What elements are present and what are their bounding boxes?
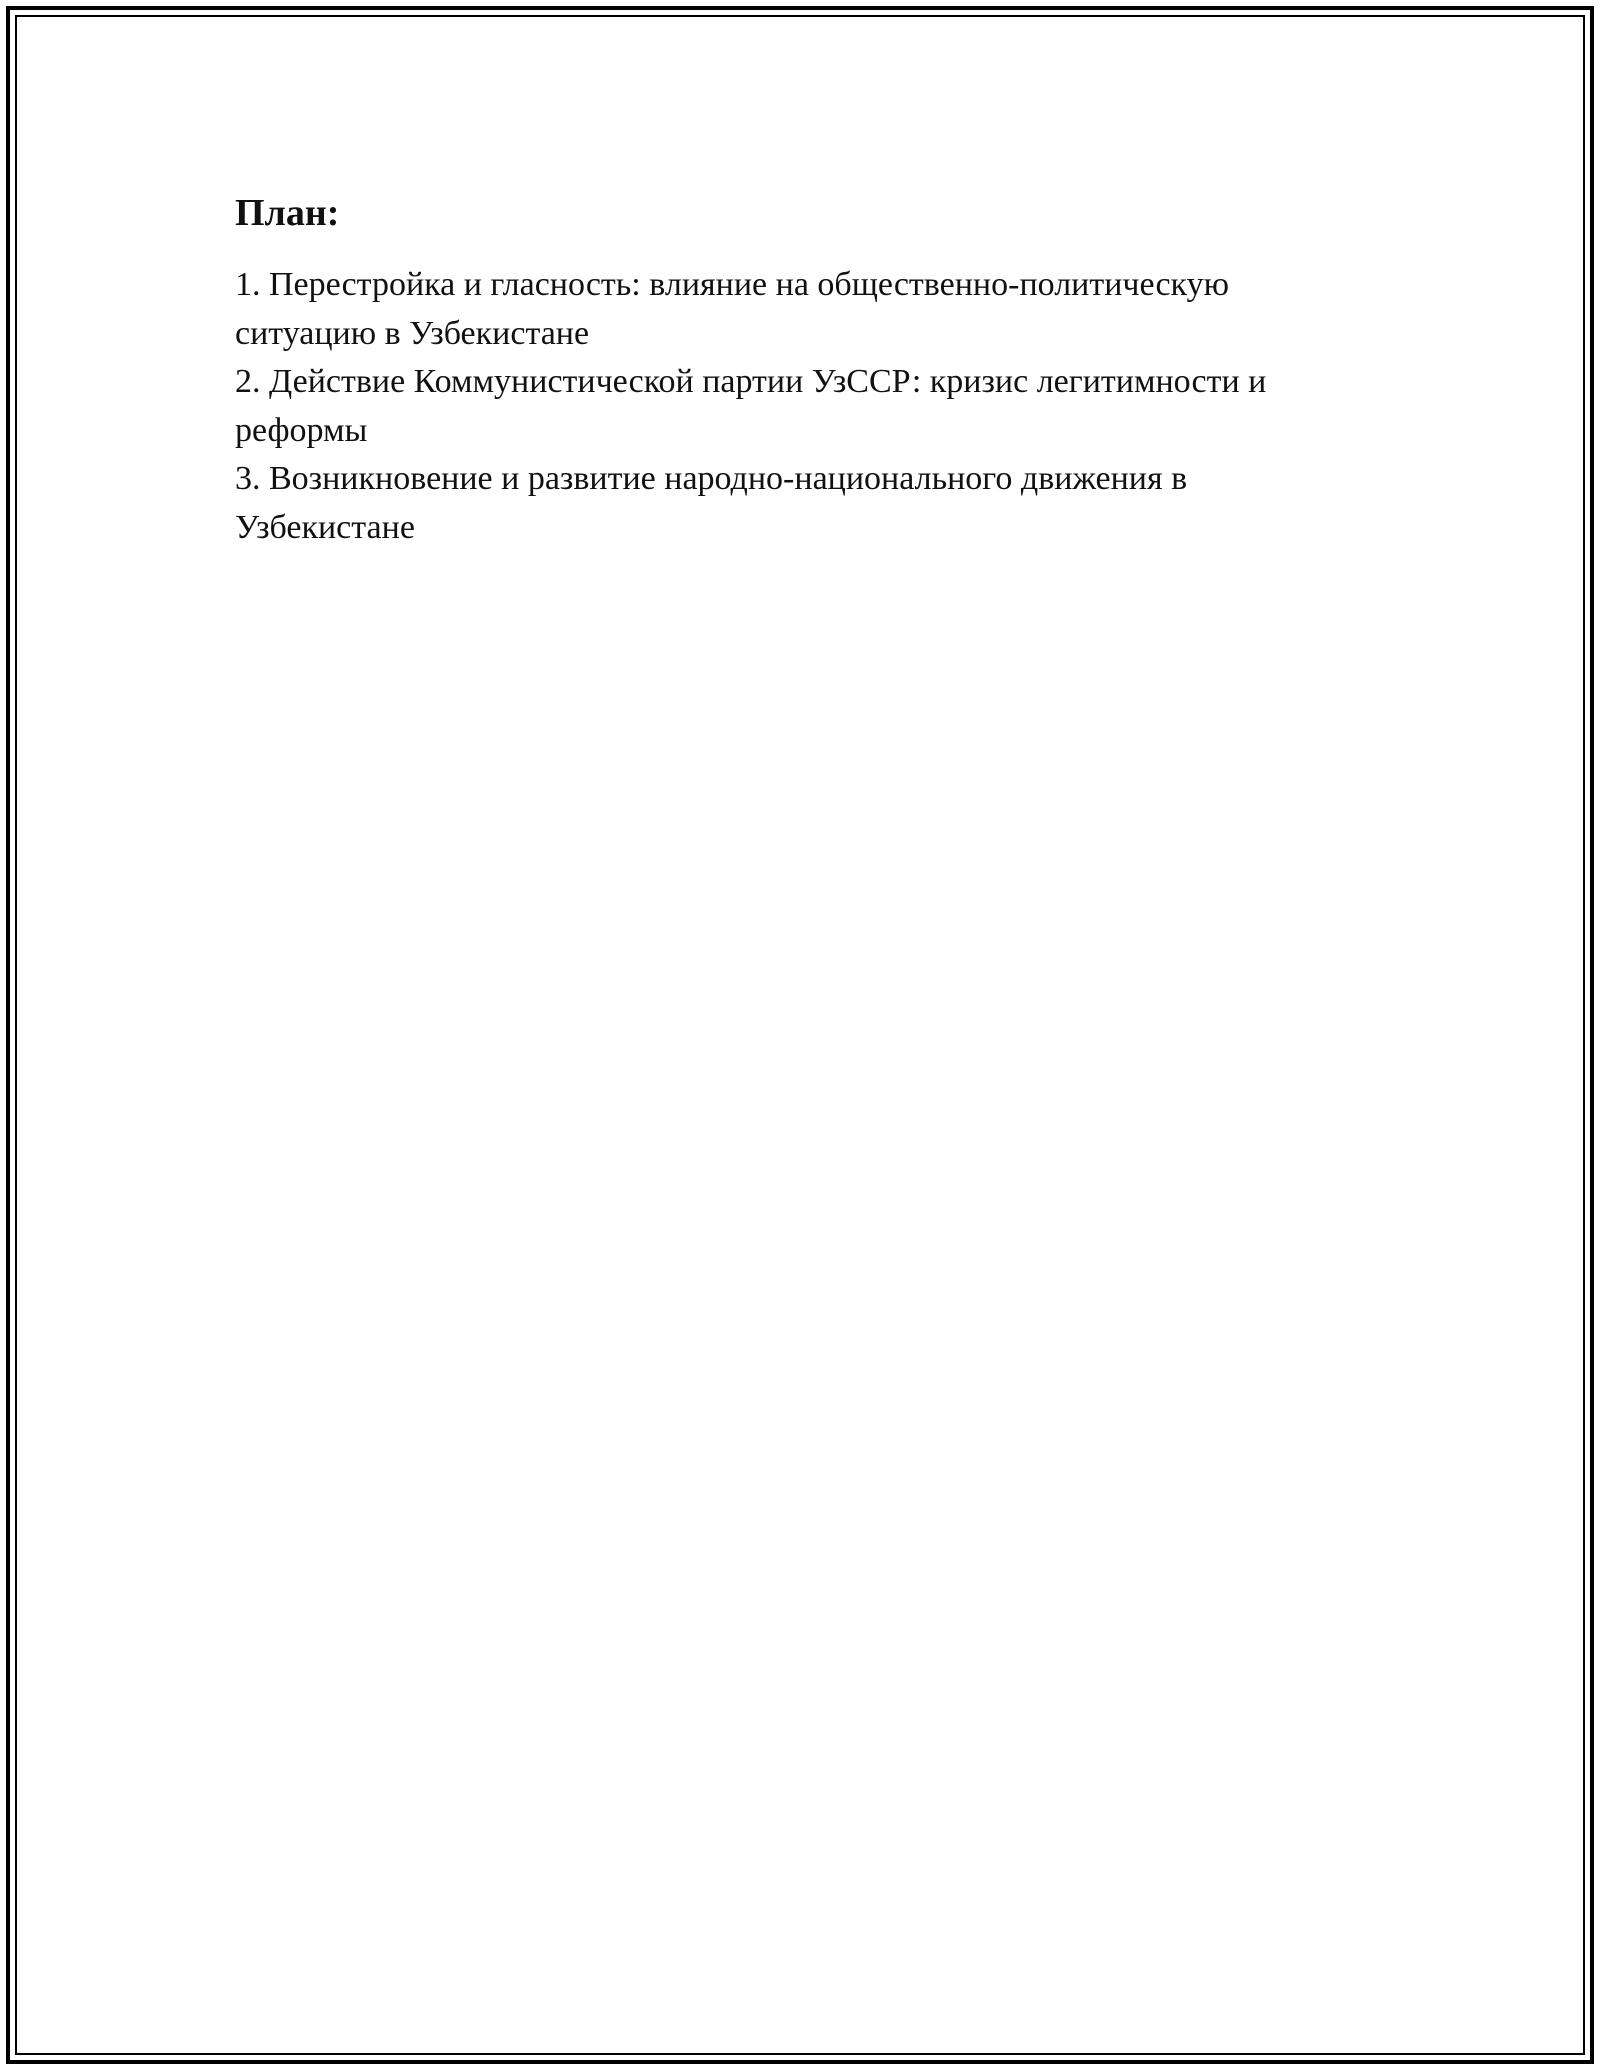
document-body xyxy=(235,185,1365,552)
plan-list xyxy=(235,261,1365,552)
plan-item-2: 2. Действие Коммунистической партии УзССР: кризис легитимности и реформы xyxy=(235,363,1267,449)
page-title: План: xyxy=(235,192,340,234)
plan-item-3: 3. Возникновение и развитие народно-национального движения в Узбекистане xyxy=(235,460,1188,546)
plan-item-1: 1. Перестройка и гласность: влияние на общественно-политическую ситуацию в Узбекистане xyxy=(235,266,1229,352)
